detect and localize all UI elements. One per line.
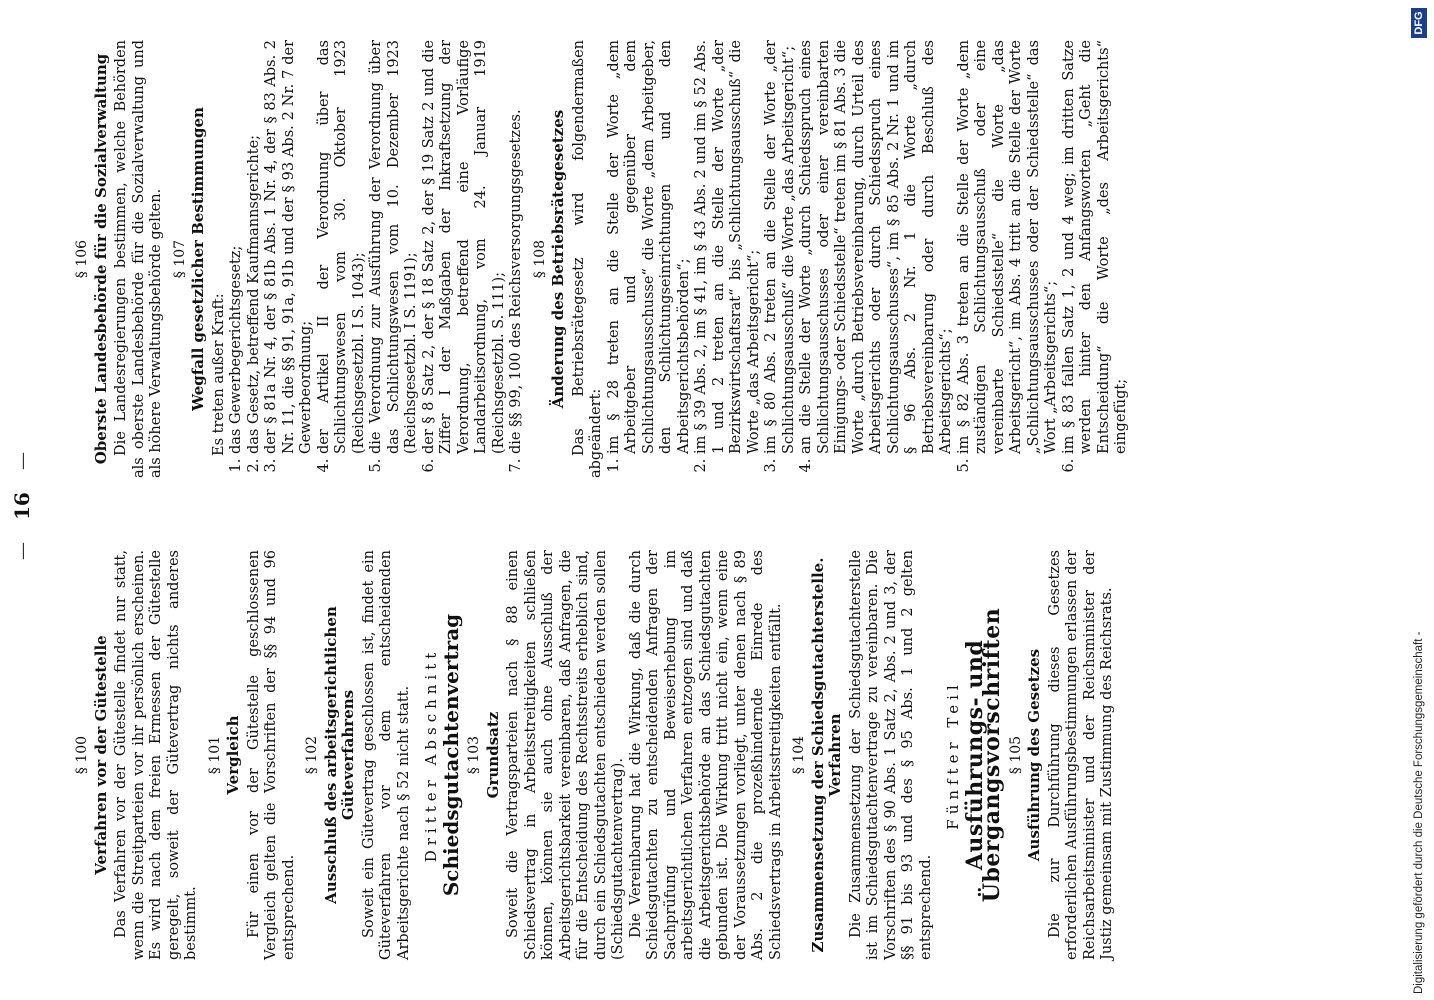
digitization-footer bbox=[1408, 0, 1434, 1000]
section-102-text: Soweit ein Gütevertrag geschlossen ist, findet ein Güteverfahren vor dem entscheidenden Arbeitsgerichte nach § 52 nicht statt. bbox=[360, 550, 412, 960]
list-item: 6. im § 83 fallen Satz 1, 2 und 4 weg; im dritten Satze werden hinter den Anfangsworten „Geht die Entscheidung“ die Worte „des Arbeitsgerichts“ eingefügt; bbox=[1061, 40, 1131, 454]
section-103-paragraph-2: Die Vereinbarung hat die Wirkung, daß die durch Schiedsgutachten zu entscheidenden Anfragen der Sachprüfung und Beweiserhebung im arbeitsgerichtlichen Verfahren entzogen sind und daß die Arbeitsgerichtsbehörde an das Schiedsgutachten gebunden ist. Die Wirkung tritt nicht ein, wenn eine der Voraussetzungen vorliegt, unter denen nach § 89 Abs. 2 die prozeßhindernde Einrede des Schiedsvertrags in Arbeitsstreitigkeiten entfällt. bbox=[627, 550, 784, 960]
section-107-title: Wegfall gesetzlicher Bestimmungen bbox=[189, 107, 207, 411]
section-104-number: § 104 bbox=[791, 735, 807, 775]
section-108-list bbox=[606, 40, 1131, 478]
section-101-number: § 101 bbox=[206, 735, 223, 775]
dfg-logo: DFG bbox=[1411, 8, 1427, 38]
list-item: 3. im § 80 Abs. 2 treten an die Stelle der Worte „der Schlichtungsausschuß“ die Worte „das Arbeitsgericht“; bbox=[763, 40, 798, 454]
section-105-number: § 105 bbox=[1007, 735, 1024, 775]
teil-title: Ausführungs- und Übergangsvorschriften bbox=[961, 607, 1005, 903]
list-item: 7. die §§ 99, 100 des Reichsversorgungsgesetzes. bbox=[508, 40, 526, 454]
section-103-paragraph-1: Soweit die Vertragsparteien nach § 88 einen Schiedsvertrag in Arbeitsstreitigkeiten schließen können, können sie auch ohne Ausschluß der Arbeitsgerichtsbarkeit vereinbaren, daß Anfragen, die für die Entscheidung des Rechtsstreits erheblich sind, durch ein Schiedsgutachten entschieden werden sollen (Schiedsgutachtenvertrag). bbox=[505, 550, 626, 960]
section-108-title: Änderung des Betriebsrätegesetzes bbox=[549, 109, 567, 409]
right-column bbox=[68, 40, 1131, 478]
section-108-intro: Das Betriebsrätegesetz wird folgendermaßen abgeändert: bbox=[570, 40, 604, 478]
footer-text: Digitalisierung gefördert durch die Deutsche Forschungsgemeinschaft - bbox=[1413, 631, 1425, 994]
header-dash-right: — bbox=[12, 452, 33, 470]
section-106-text: Die Landesregierungen bestimmen, welche Behörden als oberste Landesbehörde für die Sozialverwaltung und als höhere Verwaltungsbehörde gelten. bbox=[113, 40, 164, 478]
section-106-title: Oberste Landesbehörde für die Sozialverwaltung bbox=[91, 53, 110, 465]
page-number: 16 bbox=[10, 492, 34, 520]
section-105-text: Die zur Durchführung dieses Gesetzes erforderlichen Ausführungsbestimmungen erlassen der Reichsarbeitsminister und der Reichsminister der Justiz gemeinsam mit Zustimmung des Reichsrats. bbox=[1046, 550, 1115, 960]
section-102-number: § 102 bbox=[304, 735, 320, 775]
section-100-title: Verfahren vor der Gütestelle bbox=[91, 635, 110, 875]
list-item: 2. im § 39 Abs. 2, im § 41, im § 43 Abs. 2 und im § 52 Abs. 1 und 2 treten an die Stelle der Worte „der Bezirkswirtschaftsrat“ bis „Schlichtungsausschuß“ die Worte „das Arbeitsgericht“; bbox=[693, 40, 763, 454]
section-105-title: Ausführung des Gesetzes bbox=[1025, 648, 1043, 862]
section-101-text: Für einen vor der Gütestelle geschlossenen Vergleich gelten die Vorschriften der §§ 94 und 96 entsprechend. bbox=[245, 550, 297, 960]
list-item: 2. das Gesetz, betreffend Kaufmannsgerichte; bbox=[246, 40, 264, 454]
section-104-title: Zusammensetzung der Schiedsgutachterstelle. Verfahren bbox=[808, 557, 844, 953]
list-item: 1. im § 28 treten an die Stelle der Worte „dem Arbeitgeber und gegenüber dem Schlichtungsausschusse“ die Worte „dem Arbeitgeber, den Schlichtungseinrichtungen und den Arbeitsgerichtsbehörden“; bbox=[606, 40, 694, 454]
abschnitt-heading: Dritter Abschnitt bbox=[422, 647, 440, 863]
header-dash-left: — bbox=[12, 542, 33, 560]
section-103-number: § 103 bbox=[466, 735, 482, 775]
list-item: 3. der § 81a Nr. 4, der § 81b Abs. 1 Nr. 4, der § 83 Abs. 2 Nr. 11, die §§ 91, 91a, 91b und der § 93 Abs. 2 Nr. 7 der Gewerbeordnung; bbox=[263, 40, 316, 454]
section-107-intro: Es treten außer Kraft: bbox=[210, 293, 227, 456]
section-101-title: Vergleich bbox=[224, 715, 242, 795]
section-107-number: § 107 bbox=[171, 239, 188, 279]
section-100-number: § 100 bbox=[74, 735, 90, 775]
list-item: 4. der Artikel II der Verordnung über das Schlichtungswesen vom 30. Oktober 1923 (Reichsgesetzbl. I S. 1043); bbox=[316, 40, 369, 454]
list-item: 4. an die Stelle der Worte „durch Schiedsspruch eines Schlichtungsausschusses oder einer vereinbarten Einigungs- oder Schiedsstelle“ treten im § 81 Abs. 3 die Worte „durch Betriebsvereinbarung, durch Urteil des Arbeitsgerichts oder durch Schiedsspruch eines Schlichtungsausschusses“, im § 85 Abs. 2 Nr. 1 und im § 96 Abs. 2 Nr. 1 die Worte „durch Betriebsvereinbarung oder durch Beschluß des Arbeitsgerichts“; bbox=[798, 40, 956, 454]
teil-heading: Fünfter Teil bbox=[944, 680, 962, 830]
left-column bbox=[68, 550, 1117, 960]
list-item: 6. der § 8 Satz 2, der § 18 Satz 2, der § 19 Satz 2 und die Ziffer I der Maßgaben der Inkraftsetzung der Verordnung, betreffend eine Vorläufige Landarbeitsordnung, vom 24. Januar 1919 (Reichsgesetzbl. S. 111); bbox=[421, 40, 509, 454]
section-107-list bbox=[228, 40, 526, 478]
section-106-number: § 106 bbox=[74, 239, 90, 279]
section-104-text: Die Zusammensetzung der Schiedsgutachterstelle ist im Schiedsgutachtenvertrage zu vereinbaren. Die Vorschriften des § 90 Abs. 1 Satz 2, Abs. 2 und 3, der §§ 91 bis 93 und des § 95 Abs. 1 und 2 gelten entsprechend. bbox=[847, 550, 934, 960]
abschnitt-title: Schiedsgutachtenvertrag bbox=[438, 613, 463, 897]
section-100-text: Das Verfahren vor der Gütestelle findet nur statt, wenn die Streitparteien vor ihr persönlich erscheinen. Es wird nach dem freien Ermessen der Gütestelle geregelt, soweit der Gütevertrag nichts anderes bestimmt. bbox=[113, 550, 199, 960]
list-item: 5. im § 82 Abs. 3 treten an die Stelle der Worte „dem zuständigen Schlichtungsausschuß oder eine vereinbarte Schiedsstelle“ die Worte „das Arbeitsgericht“, im Abs. 4 tritt an die Stelle der Worte „Schlichtungsausschusses oder der Schiedsstelle“ das Wort „Arbeitsgerichts“; bbox=[956, 40, 1061, 454]
list-item: 5. die Verordnung zur Ausführung der Verordnung über das Schlichtungswesen vom 10. Dezember 1923 (Reichsgesetzbl. I S. 1191); bbox=[368, 40, 421, 454]
section-108-number: § 108 bbox=[531, 239, 548, 279]
page-header bbox=[8, 0, 68, 1000]
section-103-title: Grundsatz bbox=[483, 711, 502, 799]
section-102-title: Ausschluß des arbeitsgerichtlichen Güteverfahrens bbox=[321, 606, 357, 904]
list-item: 1. das Gewerbegerichtsgesetz; bbox=[228, 40, 246, 454]
